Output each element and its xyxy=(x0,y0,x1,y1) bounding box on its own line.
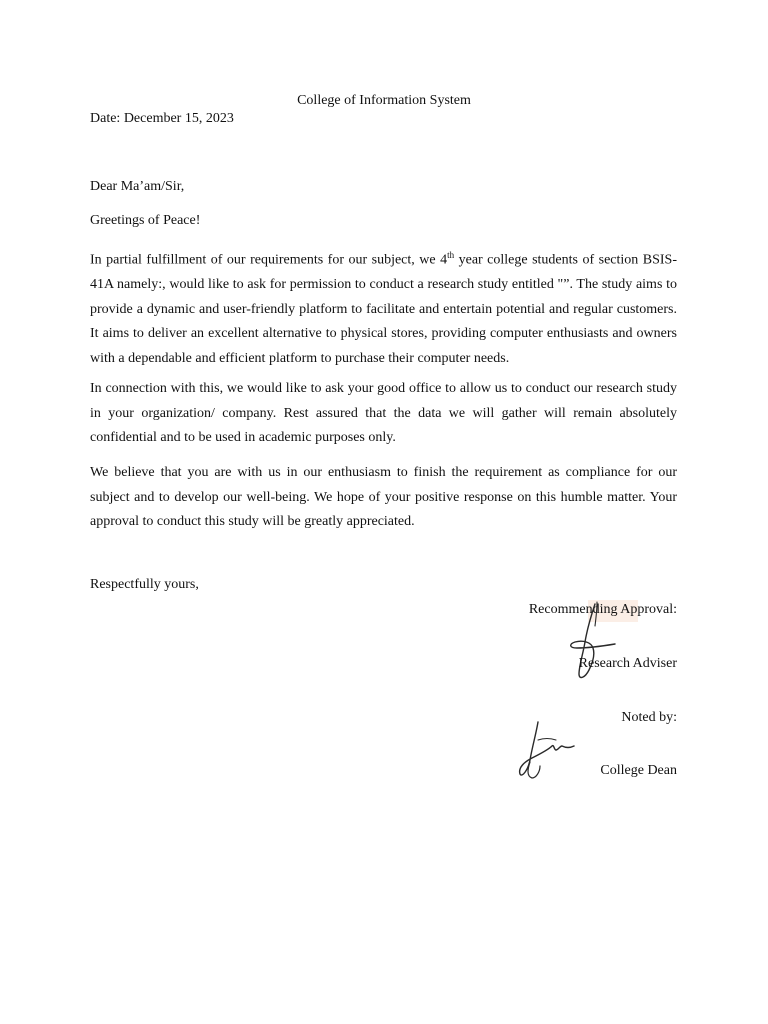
closing-line: Respectfully yours, xyxy=(90,577,199,592)
paragraph-request-start: In partial fulfillment of our requirements for our subject, we 4 xyxy=(90,252,448,268)
paragraph-enthusiasm: We believe that you are with us in our enthusiasm to finish the requirement as compliance for our subject and to develop our well-being. We hope of your positive response on this humble matter. Your approval to conduct this study will be greatly appreciated. xyxy=(90,465,677,529)
noted-by-label: Noted by: xyxy=(621,710,677,725)
greeting: Greetings of Peace! xyxy=(90,213,201,228)
college-header-title: College of Information System xyxy=(297,93,471,108)
college-dean-title: College Dean xyxy=(600,763,677,778)
paragraph-connection: In connection with this, we would like to ask your good office to allow us to conduct our research study in your organization/ company. Rest assured that the data we will gather will remain absolutely confidential and to be used in academic purposes only. xyxy=(90,381,677,445)
salutation: Dear Ma’am/Sir, xyxy=(90,179,185,194)
paragraph-request xyxy=(90,243,677,371)
paragraph-request-rest: year college students of section BSIS-41A namely:, would like to ask for permission to conduct a research study entitled "”. The study aims to provide a dynamic and user-friendly platform to facilitate and entertain potential and regular customers. It aims to deliver an excellent alternative to physical stores, providing computer enthusiasts and owners with a dependable and efficient platform to purchase their computer needs. xyxy=(90,252,678,366)
research-adviser-title: Research Adviser xyxy=(578,656,677,671)
ordinal-suffix: th xyxy=(447,250,455,260)
adviser-signature-image xyxy=(545,596,645,692)
recommending-approval-label: Recommending Approval: xyxy=(528,602,677,617)
dean-signature-image xyxy=(492,710,602,800)
letter-date: Date: December 15, 2023 xyxy=(90,111,234,126)
